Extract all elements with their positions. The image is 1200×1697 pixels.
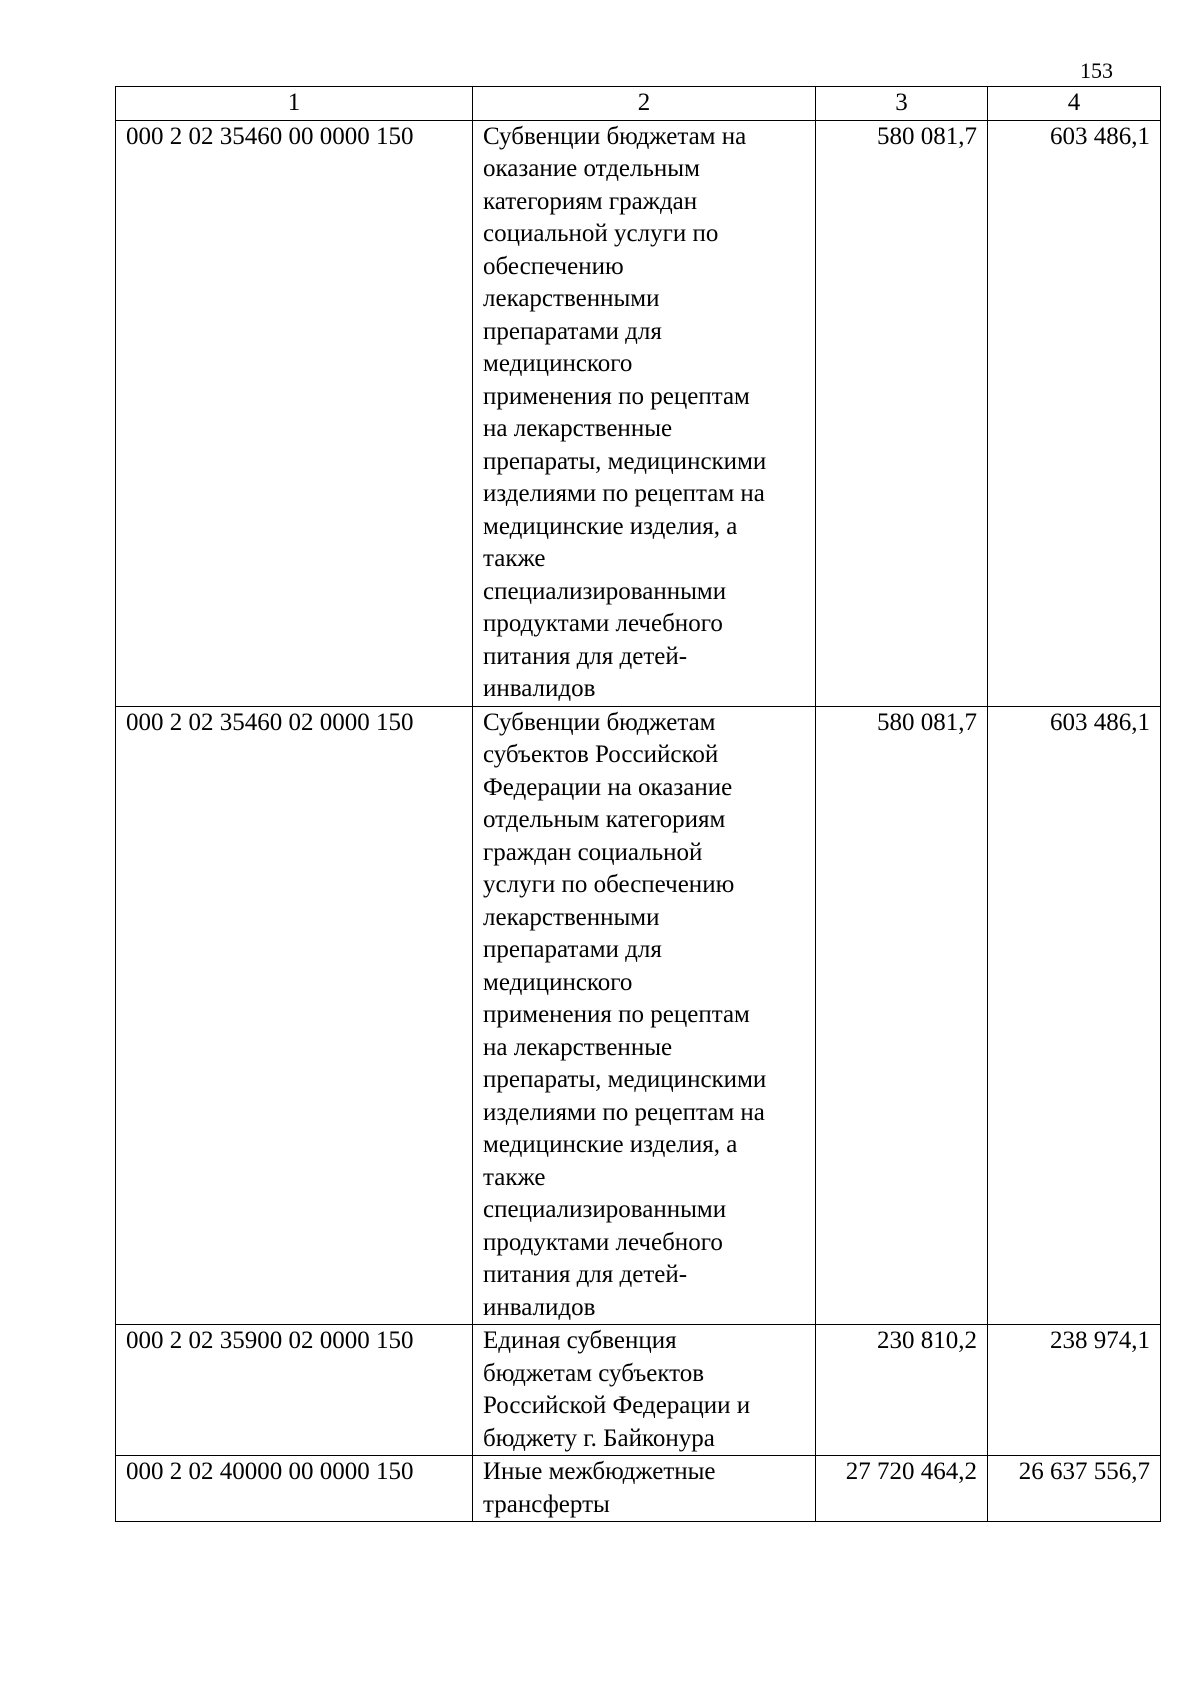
revenue-name-line: препараты, медицинскими <box>483 1066 767 1093</box>
column-header: 4 <box>988 87 1161 121</box>
revenue-name-line: лекарственными <box>483 903 660 931</box>
amount-column-4-cell: 603 486,1 <box>988 120 1161 706</box>
revenue-name-line: бюджету г. Байконура <box>483 1424 715 1452</box>
table-row <box>116 1325 1161 1456</box>
revenue-name-line: продуктами лечебного <box>483 610 723 637</box>
revenue-name-line: также <box>483 545 546 572</box>
revenue-name-line: обеспечению <box>483 252 624 280</box>
column-header: 2 <box>473 87 816 121</box>
budget-code-cell: 000 2 02 40000 00 0000 150 <box>116 1456 473 1522</box>
revenue-name-line: социальной услуги по <box>483 220 719 247</box>
amount-column-4-cell: 26 637 556,7 <box>988 1456 1161 1522</box>
revenue-name-line: препаратами для <box>483 936 662 963</box>
revenue-name-line: Иные межбюджетные <box>483 1458 716 1485</box>
revenue-name-line: Субвенции бюджетам на <box>483 122 747 150</box>
budget-code-cell: 000 2 02 35460 02 0000 150 <box>116 706 473 1325</box>
revenue-name-cell <box>473 1325 816 1456</box>
revenue-name-line: трансферты <box>483 1490 610 1518</box>
column-header: 3 <box>816 87 988 121</box>
amount-column-3-cell: 580 081,7 <box>816 706 988 1325</box>
revenue-name-line: отдельным категориям <box>483 806 726 833</box>
revenue-name-line: также <box>483 1163 546 1191</box>
table-body <box>116 120 1161 1522</box>
revenue-name-line: Федерации на оказание <box>483 773 733 801</box>
budget-table <box>115 86 1161 1522</box>
table-row <box>116 1456 1161 1522</box>
page-number: 153 <box>1080 58 1113 83</box>
revenue-name-line: применения по рецептам <box>483 1001 750 1028</box>
revenue-name-line: лекарственными <box>483 285 660 312</box>
revenue-name-cell <box>473 120 816 706</box>
revenue-name-line: Единая субвенция <box>483 1327 677 1354</box>
revenue-name-line: инвалидов <box>483 675 596 702</box>
revenue-name-line: оказание отдельным <box>483 155 700 182</box>
table-header-row <box>116 87 1161 121</box>
revenue-name-cell <box>473 1456 816 1522</box>
revenue-name-line: инвалидов <box>483 1293 596 1321</box>
amount-column-4-cell: 238 974,1 <box>988 1325 1161 1456</box>
revenue-name-line: специализированными <box>483 577 727 605</box>
revenue-name-line: услуги по обеспечению <box>483 871 735 898</box>
table-row <box>116 706 1161 1325</box>
revenue-name-line: медицинского <box>483 350 633 377</box>
amount-column-3-cell: 27 720 464,2 <box>816 1456 988 1522</box>
revenue-name-line: изделиями по рецептам на <box>483 1098 765 1126</box>
budget-code-cell: 000 2 02 35460 00 0000 150 <box>116 120 473 706</box>
revenue-name-cell <box>473 706 816 1325</box>
budget-code-cell: 000 2 02 35900 02 0000 150 <box>116 1325 473 1456</box>
table-row <box>116 120 1161 706</box>
amount-column-3-cell: 580 081,7 <box>816 120 988 706</box>
revenue-name-line: изделиями по рецептам на <box>483 480 765 507</box>
revenue-name-line: на лекарственные <box>483 415 673 442</box>
revenue-name-line: питания для детей- <box>483 1261 688 1288</box>
revenue-name-line: категориям граждан <box>483 187 698 215</box>
revenue-name-line: Российской Федерации и <box>483 1392 751 1419</box>
revenue-name-line: субъектов Российской <box>483 741 719 768</box>
revenue-name-line: препараты, медицинскими <box>483 447 767 475</box>
column-header: 1 <box>116 87 473 121</box>
revenue-name-line: медицинские изделия, а <box>483 512 738 540</box>
amount-column-3-cell: 230 810,2 <box>816 1325 988 1456</box>
revenue-name-line: питания для детей- <box>483 642 688 670</box>
revenue-name-line: бюджетам субъектов <box>483 1359 705 1387</box>
revenue-name-line: медицинского <box>483 968 633 996</box>
amount-column-4-cell: 603 486,1 <box>988 706 1161 1325</box>
revenue-name-line: специализированными <box>483 1196 727 1223</box>
revenue-name-line: применения по рецептам <box>483 382 750 410</box>
revenue-name-line: медицинские изделия, а <box>483 1131 738 1158</box>
revenue-name-line: продуктами лечебного <box>483 1228 723 1256</box>
revenue-name-line: граждан социальной <box>483 838 703 866</box>
revenue-name-line: Субвенции бюджетам <box>483 708 716 736</box>
revenue-name-line: препаратами для <box>483 317 662 345</box>
revenue-name-line: на лекарственные <box>483 1033 673 1061</box>
